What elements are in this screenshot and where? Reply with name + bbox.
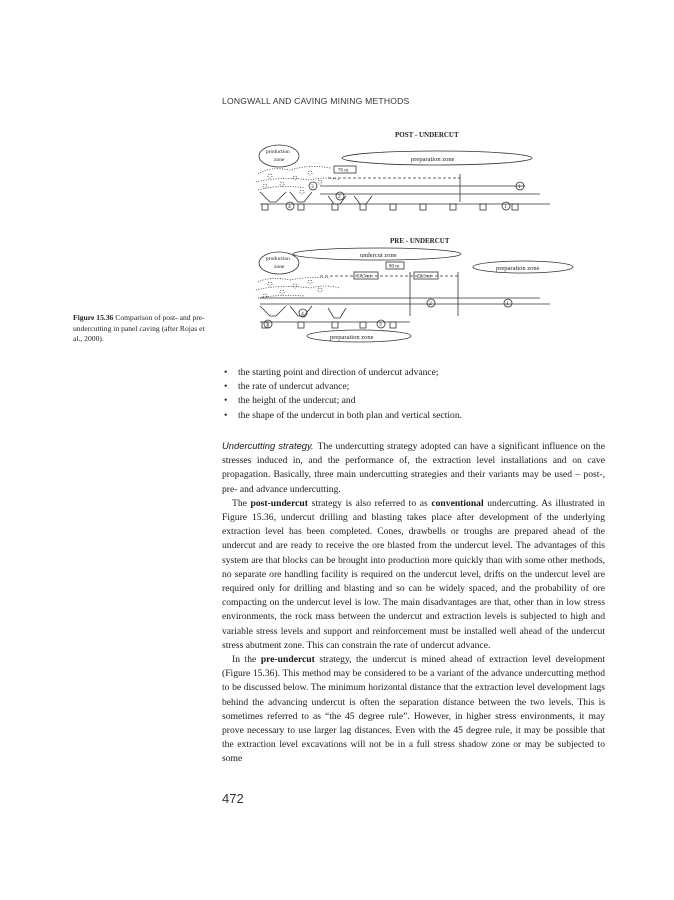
pre-undercut-zone-label: undercut zone	[360, 252, 397, 259]
p2-text-c: strategy is also referred to as	[307, 497, 432, 509]
bullet-list	[224, 366, 462, 423]
pre-label-4: 4	[301, 311, 304, 317]
post-label-3: 3	[311, 184, 314, 190]
post-label-1-bottom: 1	[504, 204, 507, 210]
caption-text: Comparison of post- and pre-undercutting in panel caving (after Rojas et al., 2000).	[73, 313, 205, 343]
post-production-zone-label-2: zone	[274, 157, 285, 163]
pre-label-2: 2	[429, 301, 432, 307]
pre-preparation-zone-bottom-label: preparation zone	[330, 334, 374, 341]
pre-preparation-zone-right-label: preparation zone	[496, 265, 540, 272]
term-post-undercut: post-undercut	[250, 497, 308, 509]
figure-15-36	[250, 126, 610, 348]
term-conventional: conventional	[431, 497, 484, 509]
pre-production-zone-label-1: production	[266, 256, 290, 262]
p2-text-a: The	[232, 497, 251, 509]
pre-dim-right-label: 22.5 m	[417, 274, 431, 280]
pre-production-zone-label-2: zone	[274, 264, 285, 270]
post-undercut-title: POST - UNDERCUT	[395, 131, 459, 139]
post-production-zone-label-1: production	[266, 149, 290, 155]
body-text	[222, 439, 605, 767]
pre-label-3: 3	[379, 322, 382, 328]
running-header: LONGWALL AND CAVING MINING METHODS	[222, 96, 410, 106]
page-number: 472	[222, 791, 244, 806]
post-preparation-zone-label: preparation zone	[411, 156, 455, 163]
paragraph-post-undercut	[222, 497, 605, 653]
figure-caption	[73, 313, 215, 345]
pre-undercut-title: PRE - UNDERCUT	[390, 237, 450, 245]
pre-dim-total-label: 80 m	[389, 264, 400, 270]
caption-label: Figure 15.36	[73, 313, 114, 322]
p3-text-c: strategy, the undercut is mined ahead of extraction level development (Figure 15.36). This method may be considered to be a variant of the advance undercutting method to be discussed below. The minimum horizontal distance that the extraction level development lags behind the advancing undercut is often the separation distance between the two levels. This is sometimes referred to as “the 45 degree rule”. However, in higher stress environments, it may prove necessary to use larger lag distances. Even with the 45 degree rule, it may be possible that the extraction level excavations will not be in a full stress shadow zone or may be subjected to some	[222, 654, 605, 765]
pre-rubble	[256, 277, 340, 298]
paragraph-1-text: The undercutting strategy adopted can have a significant influence on the stresses induced in, and the performance of, the extraction level installations and on cave propagation. Basically, three main undercutting strategies and their variants may be used – post-, pre- and advance undercutting.	[222, 441, 605, 495]
p2-text-d: undercutting. As illustrated in Figure 15.36, undercut drilling and blasting takes place after development of the underlying extraction level has been completed. Cones, drawbells or troughs are prepared ahead of the undercut and are ready to receive the ore blasted from the undercut level. The advantages of this system are that blocks can be brought into production more quickly than with some other methods, no separate ore handling facility is required on the undercut level, drifts on the undercut level are required only for drilling and blasting and so can be widely spaced, and the probability of ore compacting on the undercut level is low. The main disadvantages are that, other than in low stress environments, the rock mass between the undercut and extraction levels is subjected to high and variable stress levels and support and reinforcement must be installed well ahead of the undercut stress abutment zone. This can constrain the rate of undercut advance.	[222, 497, 605, 651]
bullet-item: • the shape of the undercut in both plan and vertical section.	[224, 409, 462, 423]
pre-drifts	[262, 322, 396, 328]
post-label-2: 2	[338, 194, 341, 200]
post-dim-label: 70 m	[338, 168, 349, 174]
post-label-4: 4	[288, 204, 291, 210]
bullet-item: • the height of the undercut; and	[224, 394, 462, 408]
bullet-item: • the rate of undercut advance;	[224, 380, 462, 394]
term-pre-undercut: pre-undercut	[260, 654, 315, 666]
pre-dim-left-label: 57.5 m	[357, 274, 371, 280]
bullet-item: • the starting point and direction of undercut advance;	[224, 366, 462, 380]
pre-label-5: 5	[266, 322, 269, 328]
p3-text-a: In the	[232, 654, 261, 666]
post-rubble	[256, 166, 340, 194]
section-heading: Undercutting strategy.	[222, 440, 314, 451]
post-drifts	[262, 204, 518, 210]
pre-label-1: 1	[506, 301, 509, 307]
paragraph-pre-undercut	[222, 653, 605, 767]
paragraph-undercutting-strategy	[222, 439, 605, 497]
post-label-1-right: 1	[518, 184, 521, 190]
